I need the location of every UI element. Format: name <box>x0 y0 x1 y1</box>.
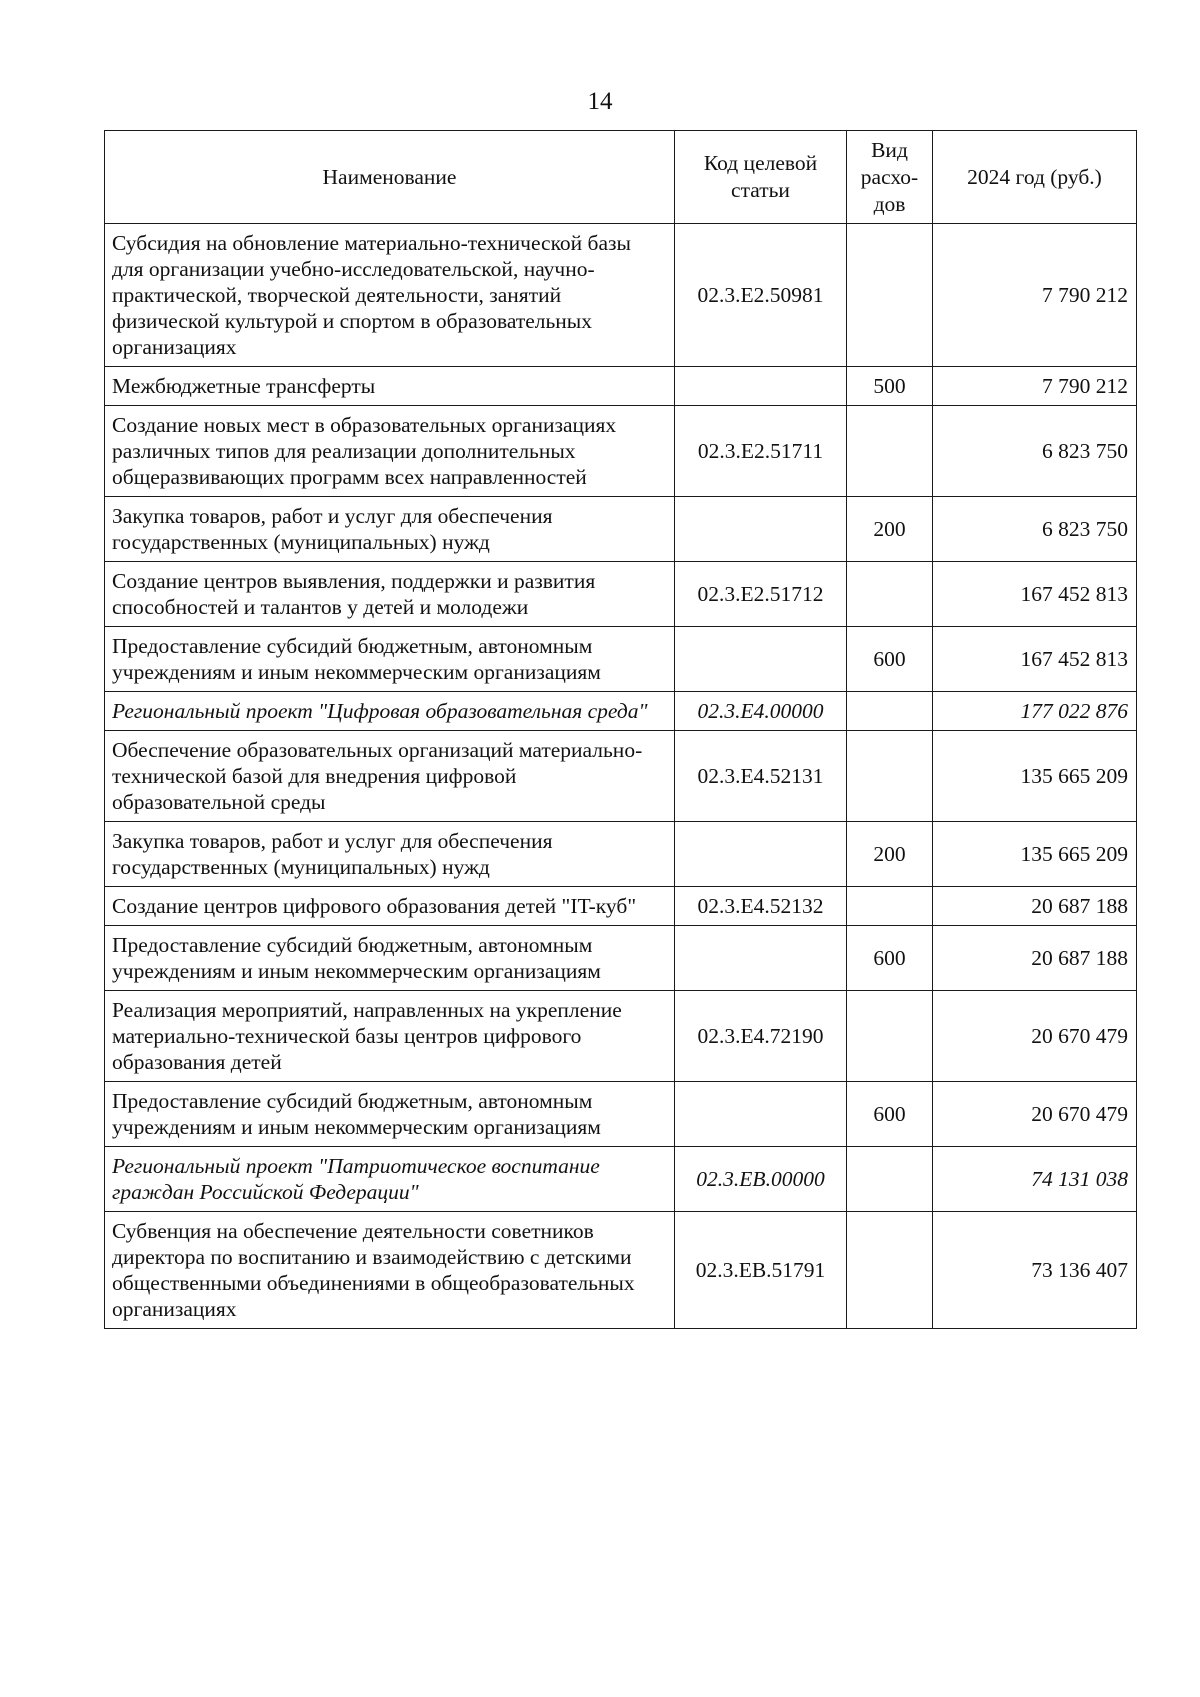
row-type: 600 <box>847 1082 933 1147</box>
row-code <box>675 926 847 991</box>
budget-table <box>104 130 1137 1329</box>
row-amount: 135 665 209 <box>933 731 1137 822</box>
header-type: Вид расхо-дов <box>847 131 933 224</box>
row-name: Обеспечение образовательных организаций материально-технической базой для внедрения цифровой образовательной среды <box>105 731 675 822</box>
table-body <box>105 224 1137 1329</box>
row-amount: 167 452 813 <box>933 627 1137 692</box>
row-type <box>847 224 933 367</box>
table-header-row <box>105 131 1137 224</box>
table-row <box>105 991 1137 1082</box>
row-code <box>675 367 847 406</box>
row-amount: 6 823 750 <box>933 406 1137 497</box>
row-type <box>847 1147 933 1212</box>
row-name: Закупка товаров, работ и услуг для обеспечения государственных (муниципальных) нужд <box>105 497 675 562</box>
page-number: 14 <box>587 88 613 115</box>
table-row <box>105 224 1137 367</box>
row-amount: 177 022 876 <box>933 692 1137 731</box>
table-row <box>105 1082 1137 1147</box>
row-amount: 73 136 407 <box>933 1212 1137 1329</box>
row-name: Региональный проект "Цифровая образовательная среда" <box>105 692 675 731</box>
row-name: Закупка товаров, работ и услуг для обеспечения государственных (муниципальных) нужд <box>105 822 675 887</box>
row-type <box>847 991 933 1082</box>
row-name: Межбюджетные трансферты <box>105 367 675 406</box>
table-row <box>105 627 1137 692</box>
row-code: 02.3.Е4.52132 <box>675 887 847 926</box>
row-type <box>847 887 933 926</box>
row-code: 02.3.Е2.50981 <box>675 224 847 367</box>
header-code: Код целевой статьи <box>675 131 847 224</box>
row-type: 600 <box>847 926 933 991</box>
table-row <box>105 887 1137 926</box>
row-name: Субсидия на обновление материально-технической базы для организации учебно-исследовательской, научно-практической, творческой деятельности, занятий физической культурой и спортом в образовательных организациях <box>105 224 675 367</box>
table-row <box>105 731 1137 822</box>
row-amount: 7 790 212 <box>933 224 1137 367</box>
row-type <box>847 1212 933 1329</box>
row-amount: 167 452 813 <box>933 562 1137 627</box>
row-amount: 7 790 212 <box>933 367 1137 406</box>
row-code <box>675 822 847 887</box>
row-type: 200 <box>847 497 933 562</box>
row-code <box>675 1082 847 1147</box>
row-code: 02.3.Е2.51712 <box>675 562 847 627</box>
row-code: 02.3.Е4.52131 <box>675 731 847 822</box>
row-amount: 20 687 188 <box>933 926 1137 991</box>
table-row <box>105 1212 1137 1329</box>
row-type: 600 <box>847 627 933 692</box>
table-row <box>105 367 1137 406</box>
row-code <box>675 497 847 562</box>
header-amount: 2024 год (руб.) <box>933 131 1137 224</box>
row-code: 02.3.Е2.51711 <box>675 406 847 497</box>
row-name: Предоставление субсидий бюджетным, автономным учреждениям и иным некоммерческим организациям <box>105 627 675 692</box>
row-type <box>847 406 933 497</box>
row-amount: 20 687 188 <box>933 887 1137 926</box>
table-row <box>105 1147 1137 1212</box>
table-row <box>105 822 1137 887</box>
row-type <box>847 692 933 731</box>
row-amount: 20 670 479 <box>933 1082 1137 1147</box>
row-name: Региональный проект "Патриотическое воспитание граждан Российской Федерации" <box>105 1147 675 1212</box>
row-type <box>847 562 933 627</box>
row-name: Предоставление субсидий бюджетным, автономным учреждениям и иным некоммерческим организациям <box>105 1082 675 1147</box>
row-amount: 20 670 479 <box>933 991 1137 1082</box>
row-amount: 135 665 209 <box>933 822 1137 887</box>
row-amount: 74 131 038 <box>933 1147 1137 1212</box>
row-name: Создание центров выявления, поддержки и развития способностей и талантов у детей и молодежи <box>105 562 675 627</box>
table-row <box>105 562 1137 627</box>
row-name: Реализация мероприятий, направленных на укрепление материально-технической базы центров цифрового образования детей <box>105 991 675 1082</box>
table-row <box>105 926 1137 991</box>
table-row <box>105 406 1137 497</box>
row-code: 02.3.Е4.00000 <box>675 692 847 731</box>
row-name: Предоставление субсидий бюджетным, автономным учреждениям и иным некоммерческим организациям <box>105 926 675 991</box>
row-type <box>847 731 933 822</box>
row-type: 200 <box>847 822 933 887</box>
row-type: 500 <box>847 367 933 406</box>
row-name: Создание новых мест в образовательных организациях различных типов для реализации дополнительных общеразвивающих программ всех направленностей <box>105 406 675 497</box>
table-row <box>105 497 1137 562</box>
row-amount: 6 823 750 <box>933 497 1137 562</box>
row-name: Субвенция на обеспечение деятельности советников директора по воспитанию и взаимодействию с детскими общественными объединениями в общеобразовательных организациях <box>105 1212 675 1329</box>
row-code <box>675 627 847 692</box>
row-code: 02.3.ЕВ.51791 <box>675 1212 847 1329</box>
header-name: Наименование <box>105 131 675 224</box>
row-code: 02.3.ЕВ.00000 <box>675 1147 847 1212</box>
row-code: 02.3.Е4.72190 <box>675 991 847 1082</box>
row-name: Создание центров цифрового образования детей "IT-куб" <box>105 887 675 926</box>
table-row <box>105 692 1137 731</box>
